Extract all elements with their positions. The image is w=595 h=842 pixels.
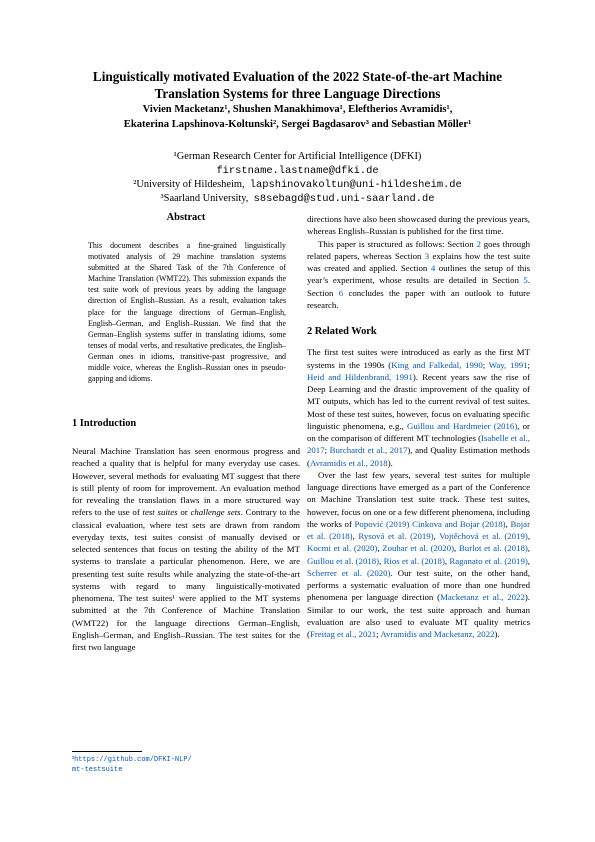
citation-link[interactable]: Vojtěchová et al. (2019) xyxy=(439,531,528,541)
citation-link[interactable]: Freitag et al., 2021 xyxy=(309,629,377,639)
citation-link[interactable]: Scherrer et al. (2020) xyxy=(307,567,391,578)
section-link[interactable]: 6 xyxy=(338,287,344,298)
affiliation-2-email: lapshinovakoltun@uni-hildesheim.de xyxy=(249,179,462,191)
introduction-body xyxy=(72,445,300,653)
affiliation-3-email: s8sebagd@stud.uni-saarland.de xyxy=(253,193,435,205)
section-1-heading xyxy=(72,417,300,430)
footnote-number: ¹ xyxy=(72,755,75,763)
related-work-paragraph-1: The first test suites were introduced as early as the first MT systems in the 1990s (King and Falkedal, 1990; Way, 1991; Heid and Hildenbrand, 1991). Recent years saw the rise of Deep Learning and the drastic improvement of the quality of MT outputs, which has led to the current revival of test suites. Most of these test suites, however, focus on evaluating specific linguistic phenomena, e.g., Guillou and Hardmeier (2016), or on the comparison of different MT technologies (Isabelle et al., 2017; Burchardt et al., 2017), and Quality Estimation methods (Avramidis et al., 2018). xyxy=(307,347,530,468)
citation-link[interactable]: Zouhar et al. (2020) xyxy=(382,543,455,554)
affiliation-3-name: ³Saarland University, xyxy=(160,193,249,204)
right-column xyxy=(307,213,530,640)
citation-link[interactable]: Rios et al. (2018) xyxy=(383,555,445,566)
citation-link[interactable]: Macketanz et al., 2022 xyxy=(440,592,525,603)
citation-link[interactable]: Popović (2019) xyxy=(354,518,410,529)
affiliation-2 xyxy=(40,178,555,192)
affiliation-1-email: firstname.lastname@dfki.de xyxy=(216,165,379,177)
citation-link[interactable]: Raganato et al. (2019) xyxy=(449,555,528,566)
section-link[interactable]: 5 xyxy=(523,275,528,286)
related-work-paragraph-2: Over the last few years, several test suites for multiple language directions have emerged as a part of the Conference on Machine Translation test suite track. These test suites, however, focus on one or a few different phenomena, including the works of Popović (2019) Cinkova and Bojar (2018), Bojar et al. (2018), Rysová et al. (2019), Vojtěchová et al. (2019), Kocmi et al. (2020), Zouhar et al. (2020), Burlot et al. (2018), Guillou et al. (2018), Rios et al. (2018), Raganato et al. (2019), Scherrer et al. (2020). Our test suite, on the other hand, performs a systematic evaluation of more than one hundred phenomena per language direction (Macketanz et al., 2022). Similar to our work, the test suite approach and human evaluation are also used to evaluate MT quality metrics (Freitag et al., 2021; Avramidis and Macketanz, 2022). xyxy=(307,469,531,639)
affiliation-1: ¹German Research Center for Artificial Intelligence (DFKI) xyxy=(173,151,422,162)
citation-link[interactable]: Isabelle et al., 2017 xyxy=(307,433,530,456)
affiliations xyxy=(40,150,555,206)
citation-link[interactable]: Burchardt et al., 2017 xyxy=(329,445,408,456)
citation-link[interactable]: Guillou and Hardmeier (2016) xyxy=(407,420,518,431)
affiliation-3 xyxy=(40,192,555,206)
footnote-divider xyxy=(72,751,142,752)
title-line-2: Translation Systems for three Language Directions xyxy=(154,86,441,101)
introduction-heading: 1 Introduction xyxy=(72,418,137,429)
citation-link[interactable]: Kocmi et al. (2020) xyxy=(307,543,378,554)
related-work-heading: 2 Related Work xyxy=(307,326,377,337)
citation-link[interactable]: Heid and Hildenbrand, 1991 xyxy=(307,371,413,382)
affiliation-2-name: ²University of Hildesheim, xyxy=(133,179,245,190)
intro-paragraph: Neural Machine Translation has seen enormous progress and reached a quality that is helpful for many everyday use cases. However, several methods for evaluating MT suggest that there is still plenty of room for improvement. An evaluation method for revealing the translation flaws in a more structured way refers to the use of test suites or challenge sets. Contrary to the classical evaluation, where test sets are drawn from random everyday texts, test suites consist of manually devised or selected sentences that focus on testing the ability of the MT systems to translate a particular phenomenon. Here, we are presenting test suite results while analyzing the state-of-the-art systems with regard to many linguistically-motivated phenomena. The test suites¹ were applied to the MT systems submitted at the 7th Conference of Machine Translation (WMT22) for the language directions German–English, English–German, and English–Russian. The test suites for the first two language xyxy=(72,446,300,652)
citation-link[interactable]: Avramidis et al., 2018 xyxy=(309,457,388,468)
structure-paragraph: This paper is structured as follows: Section 2 goes through related papers, whereas Section 3 explains how the test suite was created and applied. Section 4 outlines the setup of this year’s experiment, whose results are detailed in Section 5. Section 6 concludes the paper with an outlook to future research. xyxy=(307,238,530,310)
footnote-url-2[interactable]: mt-testsuite xyxy=(72,766,123,774)
citation-link[interactable]: King and Falkedal, 1990 xyxy=(391,359,483,370)
title-line-1: Linguistically motivated Evaluation of the 2022 State-of-the-art Machine xyxy=(92,69,503,84)
authors-line-2: Ekaterina Lapshinova-Koltunski², Sergei Bagdasarov³ and Sebastian Möller¹ xyxy=(123,118,472,130)
section-link[interactable]: 2 xyxy=(476,238,481,249)
citation-link[interactable]: Guillou et al. (2018) xyxy=(307,555,380,566)
citation-link[interactable]: Cinkova and Bojar (2018) xyxy=(412,518,506,529)
right-paragraph-1: directions have also been showcased during the previous years, whereas English–Russian is published for the first time. xyxy=(307,214,530,237)
citation-link[interactable]: Avramidis and Macketanz, 2022 xyxy=(380,629,495,639)
author-list xyxy=(40,103,555,132)
footnote xyxy=(72,755,300,775)
paper-title xyxy=(40,68,555,102)
citation-link[interactable]: Burlot et al. (2018) xyxy=(458,543,528,554)
citation-link[interactable]: Rysová et al. (2019) xyxy=(358,531,434,541)
section-link[interactable]: 3 xyxy=(424,250,430,261)
citation-link[interactable]: Bojar et al. (2018) xyxy=(307,518,530,541)
section-link[interactable]: 4 xyxy=(430,263,436,273)
footnote-url-1[interactable]: https://github.com/DFKI-NLP/ xyxy=(74,756,192,764)
authors-line-1: Vivien Macketanz¹, Shushen Manakhimova¹, Eleftherios Avramidis¹, xyxy=(142,104,453,115)
citation-link[interactable]: Way, 1991 xyxy=(488,359,528,370)
abstract-heading: Abstract xyxy=(166,212,206,223)
abstract-text: This document describes a fine-grained linguistically motivated analysis of 29 machine translation systems submitted at the Shared Task of the 7th Conference of Machine Translation (WMT22). This submission expands the test suite work of previous years by adding the language direction of English–Russian. As a result, evaluation takes place for the language directions of German–English, English–German, and English–Russian. We find that the German–English systems suffer in translating idioms, some tenses of modal verbs, and resultative predicates, the English–German ones in idioms, transitive-past progressive, and middle voice, whereas the English–Russian ones in pseudo-gapping and idioms. xyxy=(88,241,286,384)
